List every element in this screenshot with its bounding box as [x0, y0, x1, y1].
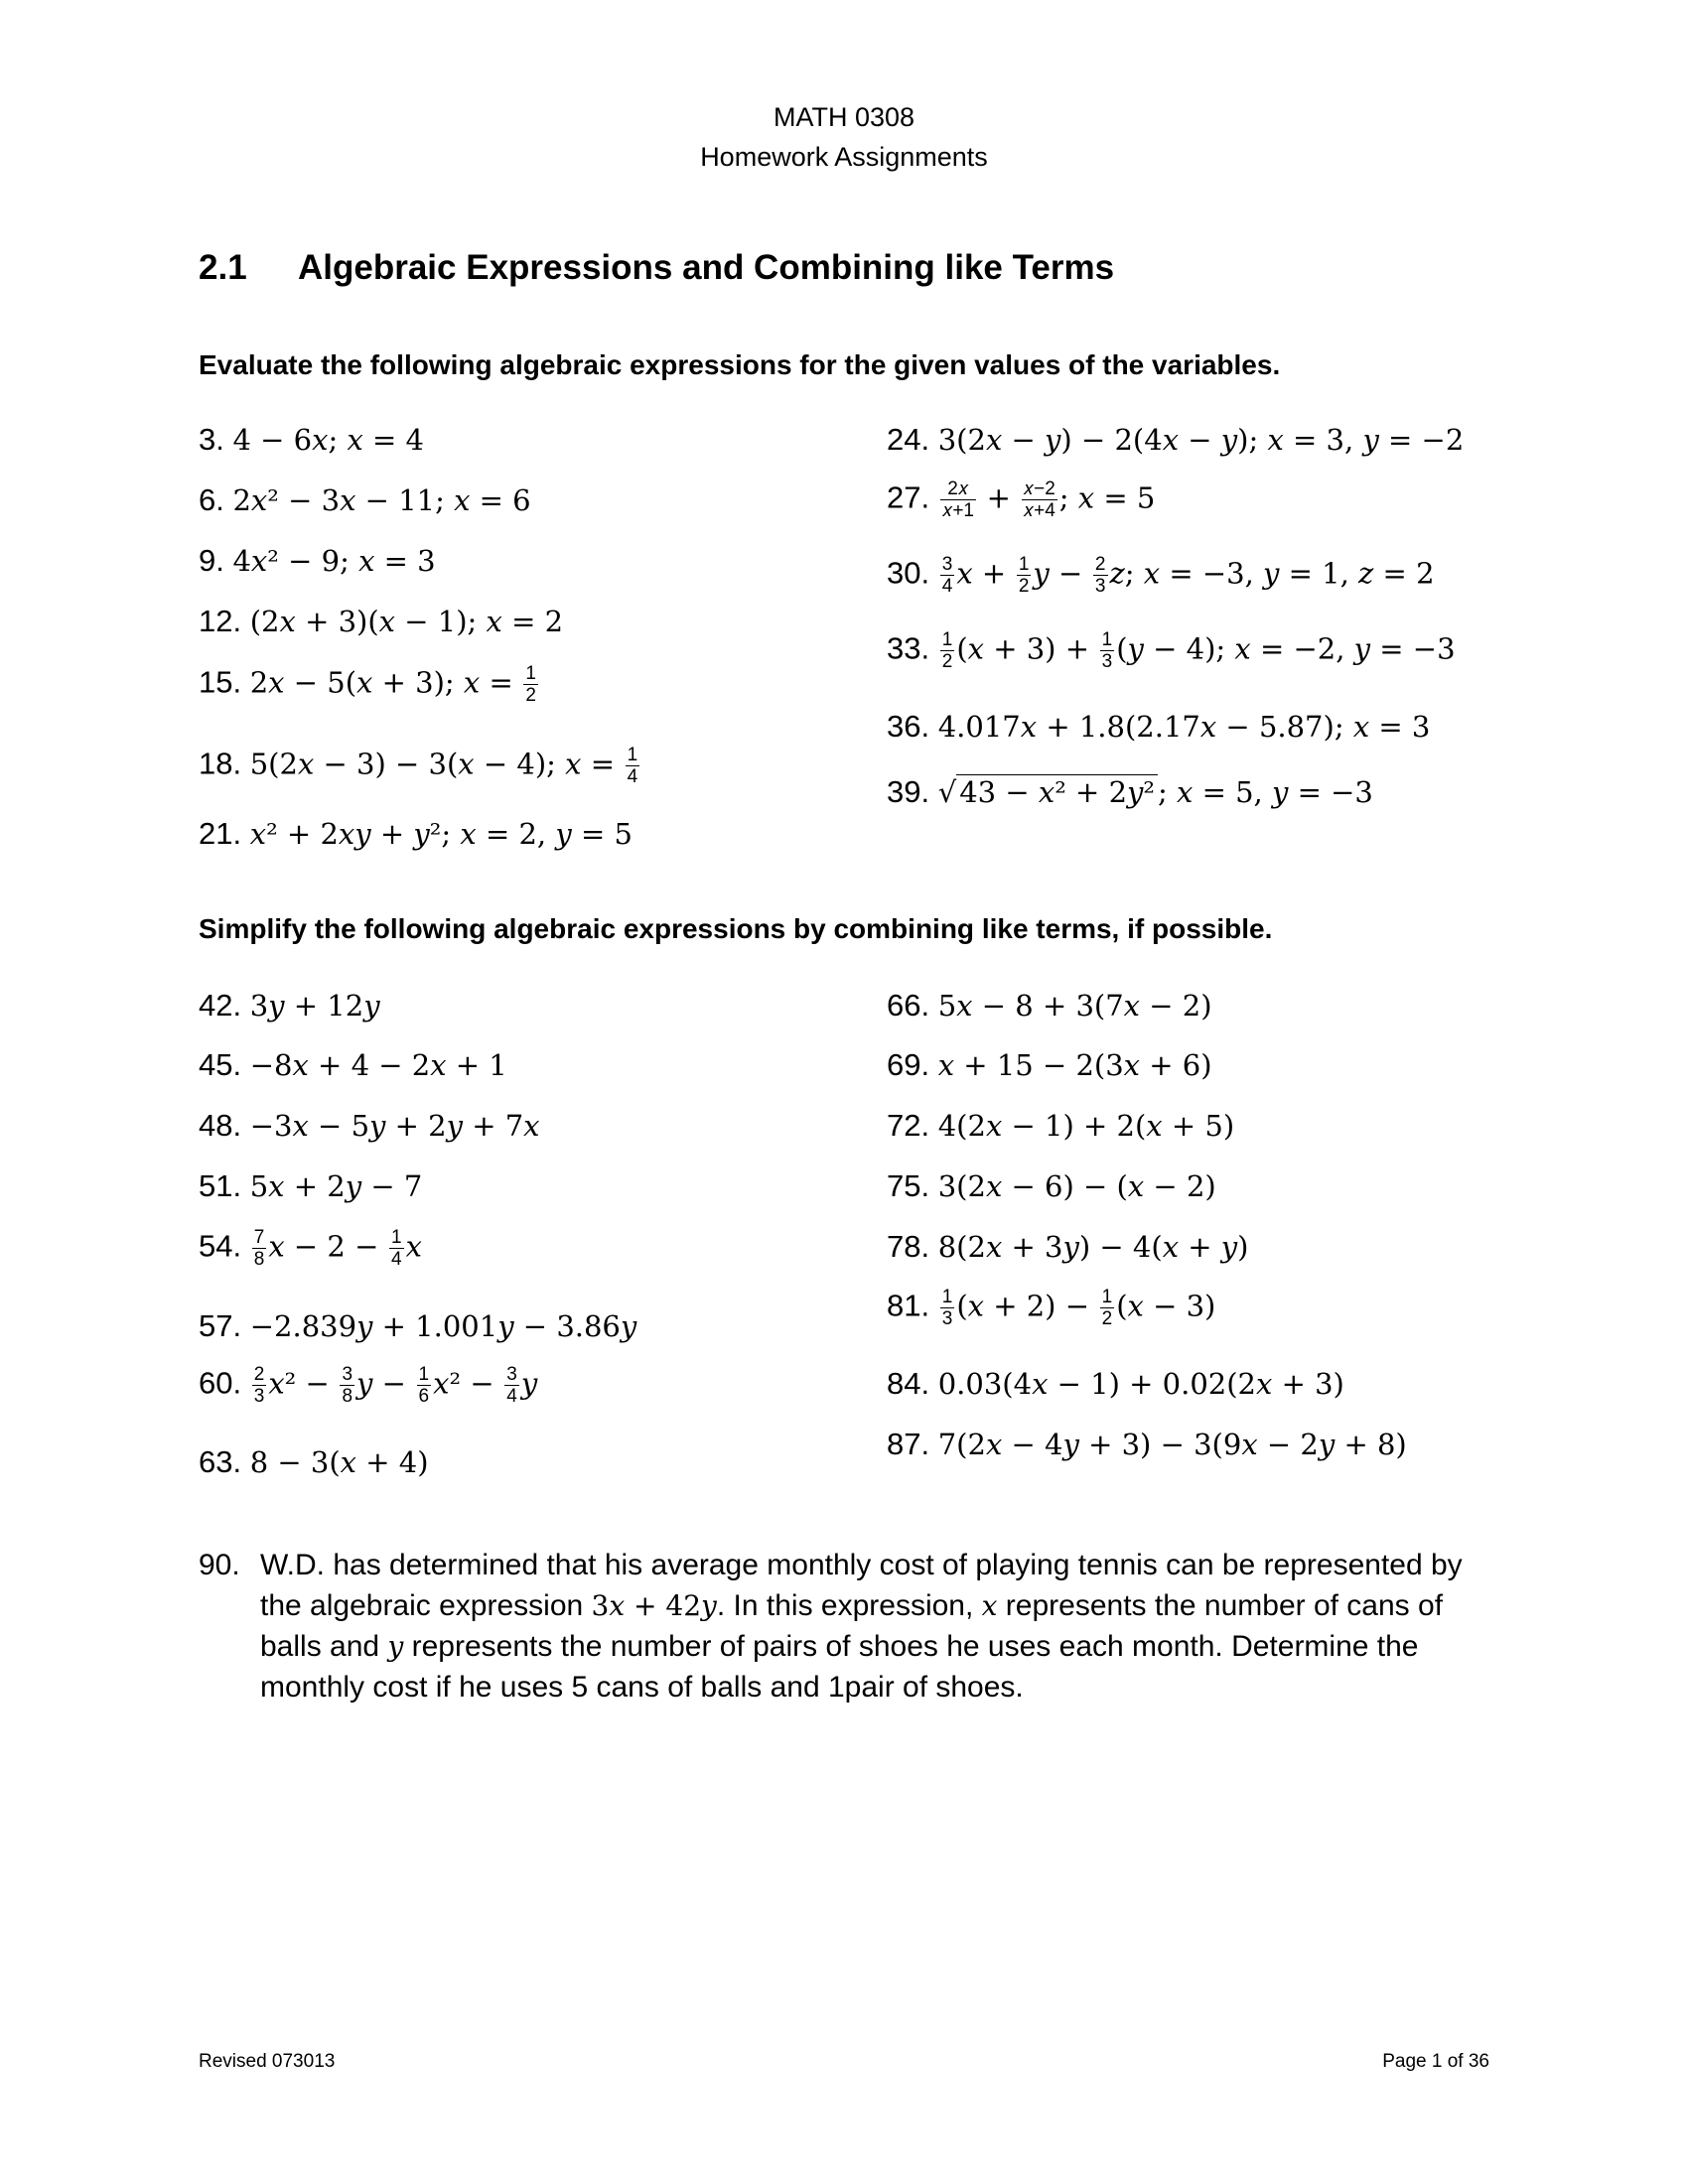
problem-72: 72. 4(2𝑥 − 1) + 2(𝑥 + 5) [887, 1108, 1235, 1143]
fraction: $\frac{1}{4}$ [391, 1227, 402, 1270]
radicand: 43 − 𝑥² + 2𝑦² [956, 774, 1158, 809]
problem-57: 57. −2.839𝑦 + 1.001𝑦 − 3.86𝑦 [199, 1308, 637, 1343]
problem-6: 6. 2𝑥² − 3𝑥 − 11; 𝑥 = 6 [199, 482, 531, 517]
problem-51: 51. 5𝑥 + 2𝑦 − 7 [199, 1168, 423, 1203]
fraction: $\frac{1}{2}$ [525, 663, 536, 706]
problem-42: 42. 3𝑦 + 12𝑦 [199, 988, 380, 1023]
section-heading [199, 248, 1114, 288]
fraction: $\frac{3}{8}$ [342, 1364, 353, 1407]
problem-63: 63. 8 − 3(𝑥 + 4) [199, 1444, 429, 1479]
word-problem-90 [199, 1545, 1489, 1707]
problem-66: 66. 5𝑥 − 8 + 3(7𝑥 − 2) [887, 988, 1212, 1023]
problem-18: 18. 5(2𝑥 − 3) − 3(𝑥 − 4); 𝑥 = $\frac{1}{4}$ [199, 745, 638, 787]
fraction: $\frac{\text{2𝑥}}{\text{𝑥+1}}$ [941, 478, 974, 521]
problem-33: 33. $\frac{1}{2}$ (𝑥 + 3) + $\frac{1}{3}$ (𝑦 − 4); 𝑥 = −2, 𝑦 = −3 [887, 629, 1456, 672]
fraction: $\frac{1}{3}$ [941, 1287, 953, 1329]
page-number: Page 1 of 36 [1382, 2051, 1489, 2072]
problem-15: 15. 2𝑥 − 5(𝑥 + 3); 𝑥 = $\frac{1}{2}$ [199, 663, 536, 706]
word-problem-text: W.D. has determined that his average monthly cost of playing tennis can be represented by the algebraic expression 3𝑥 + 42𝑦. In this expression, 𝑥 represents the number of cans of balls and 𝑦 represents the number of pairs of shoes he uses each month. Determine the monthly cost if he uses 5 cans of balls and 1pair of shoes. [260, 1549, 1463, 1704]
revision-note: Revised 073013 [199, 2051, 336, 2072]
fraction: $\frac{2}{3}$ [253, 1364, 265, 1407]
fraction: $\frac{3}{4}$ [506, 1364, 517, 1407]
problem-87: 87. 7(2𝑥 − 4𝑦 + 3) − 3(9𝑥 − 2𝑦 + 8) [887, 1427, 1407, 1461]
fraction: $\frac{1}{3}$ [1101, 629, 1113, 672]
fraction: $\frac{1}{2}$ [1018, 554, 1030, 597]
problem-36: 36. 4.017𝑥 + 1.8(2.17𝑥 − 5.87); 𝑥 = 3 [887, 709, 1431, 744]
sqrt-icon: √ [937, 775, 957, 809]
section-number: 2.1 [199, 248, 247, 287]
problem-60: 60. $\frac{2}{3}$ 𝑥² − $\frac{3}{8}$ 𝑦 − $\frac{1}{6}$ 𝑥² − $\frac{3}{4}$ 𝑦 [199, 1364, 538, 1407]
fraction: $\frac{\text{𝑥−2}}{\text{𝑥+4}}$ [1023, 478, 1055, 521]
problem-30: 30. $\frac{3}{4}$ 𝑥 + $\frac{1}{2}$ 𝑦 − $\frac{2}{3}$ 𝑧; 𝑥 = −3, 𝑦 = 1, 𝑧 = 2 [887, 554, 1435, 597]
problem-12: 12. (2𝑥 + 3)(𝑥 − 1); 𝑥 = 2 [199, 604, 564, 638]
problem-69: 69. 𝑥 + 15 − 2(3𝑥 + 6) [887, 1047, 1212, 1082]
simplify-instruction: Simplify the following algebraic expressions by combining like terms, if possible. [199, 913, 1273, 944]
problem-54: 54. $\frac{7}{8}$ 𝑥 − 2 − $\frac{1}{4}$ 𝑥 [199, 1227, 422, 1270]
problem-27: 27. $\frac{\text{2𝑥}}{\text{𝑥+1}}$ + $\frac{\text{𝑥−2}}{\text{𝑥+4}}$ ; 𝑥 = 5 [887, 478, 1156, 521]
problem-number: 90. [199, 1549, 240, 1581]
problem-45: 45. −8𝑥 + 4 − 2𝑥 + 1 [199, 1047, 507, 1082]
fraction: $\frac{1}{2}$ [941, 629, 953, 672]
problem-21: 21. 𝑥² + 2𝑥𝑦 + 𝑦²; 𝑥 = 2, 𝑦 = 5 [199, 816, 633, 851]
problem-3: 3. 4 − 6𝑥; 𝑥 = 4 [199, 422, 425, 457]
problem-81: 81. $\frac{1}{3}$ (𝑥 + 2) − $\frac{1}{2}$ (𝑥 − 3) [887, 1287, 1216, 1329]
problem-9: 9. 4𝑥² − 9; 𝑥 = 3 [199, 543, 436, 578]
evaluate-instruction: Evaluate the following algebraic expressions for the given values of the variables. [199, 349, 1281, 380]
problem-75: 75. 3(2𝑥 − 6) − (𝑥 − 2) [887, 1168, 1216, 1203]
problem-84: 84. 0.03(4𝑥 − 1) + 0.02(2𝑥 + 3) [887, 1366, 1344, 1401]
fraction: $\frac{1}{4}$ [627, 745, 638, 787]
section-title: Algebraic Expressions and Combining like Terms [298, 248, 1115, 287]
course-code: MATH 0308 [773, 102, 915, 132]
page-header [0, 97, 1688, 177]
problem-24: 24. 3(2𝑥 − 𝑦) − 2(4𝑥 − 𝑦); 𝑥 = 3, 𝑦 = −2 [887, 422, 1465, 457]
problem-48: 48. −3𝑥 − 5𝑦 + 2𝑦 + 7𝑥 [199, 1108, 540, 1143]
fraction: $\frac{1}{2}$ [1101, 1287, 1113, 1329]
fraction: $\frac{2}{3}$ [1094, 554, 1106, 597]
problem-39: 39. √ 43 − 𝑥² + 2𝑦² ; 𝑥 = 5, 𝑦 = −3 [887, 774, 1373, 809]
problem-78: 78. 8(2𝑥 + 3𝑦) − 4(𝑥 + 𝑦) [887, 1229, 1249, 1264]
fraction: $\frac{1}{6}$ [418, 1364, 430, 1407]
fraction: $\frac{7}{8}$ [253, 1227, 265, 1270]
header-subtitle: Homework Assignments [700, 142, 988, 172]
fraction: $\frac{3}{4}$ [941, 554, 953, 597]
